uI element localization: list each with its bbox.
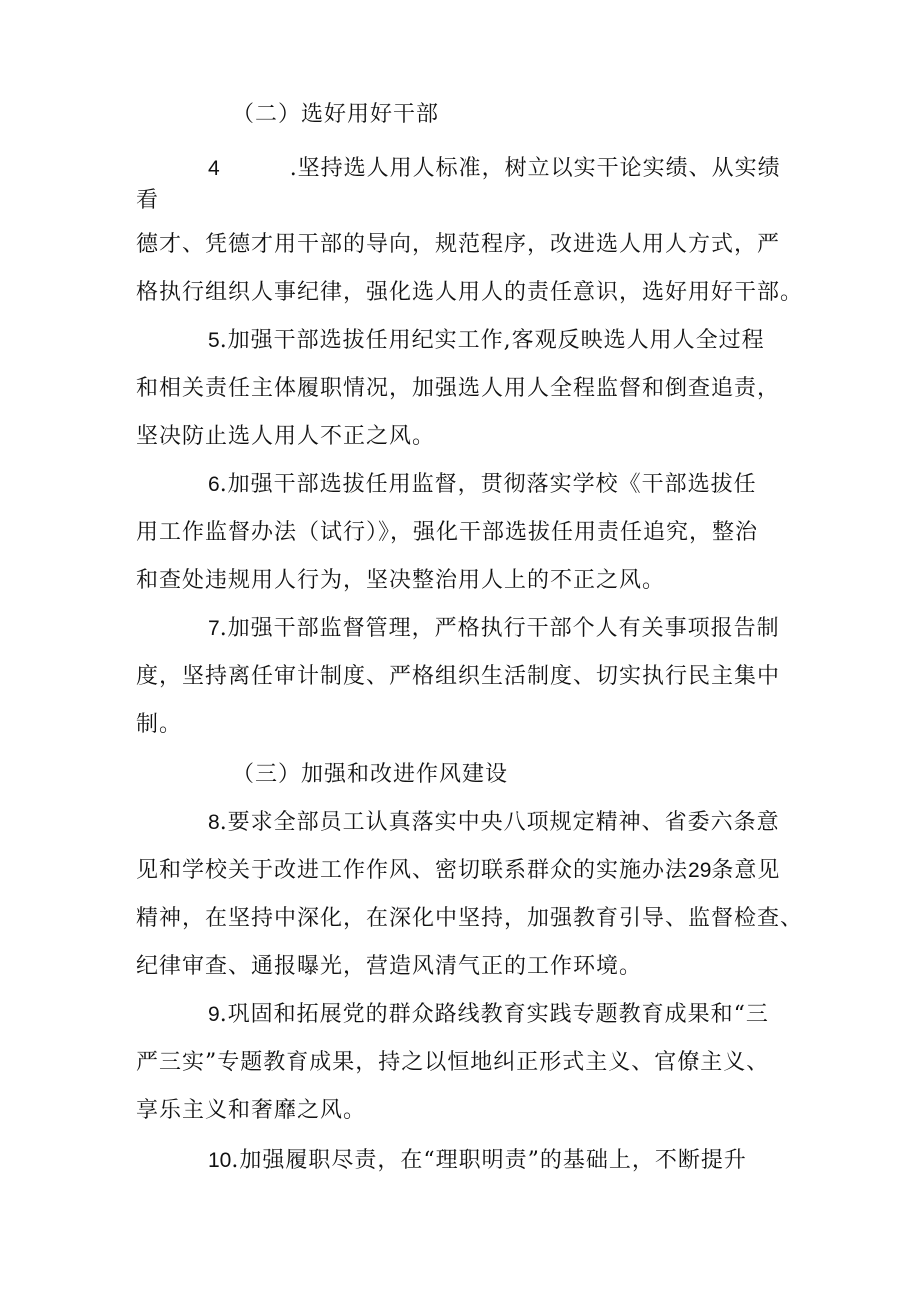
item-text: 制。 (136, 712, 183, 737)
item-9-line-3 (136, 1096, 796, 1126)
item-8-line-2 (136, 856, 796, 886)
item-text: .加强干部选拔任用监督，贯彻落实学校《干部选拔任 (219, 472, 757, 497)
item-8-line-3 (136, 904, 804, 934)
item-4-line-2 (136, 230, 796, 260)
item-8-line-4 (136, 952, 796, 982)
section-heading-3 (232, 760, 892, 790)
item-text: 用工作监督办法（试行）》，强化干部选拔任用责任追究，整治 (136, 520, 759, 545)
item-4-line-1 (208, 154, 868, 184)
item-7-line-1 (208, 614, 868, 644)
item-number: 4 (208, 157, 220, 180)
item-4-line-3 (136, 278, 804, 308)
item-text: .坚持选人用人标准，树立以实干论实绩、从实绩 (289, 156, 781, 181)
item-text: 条意见 (711, 858, 781, 883)
item-text: 度，坚持离任审计制度、严格组织生活制度、切实执行民主集中 (136, 664, 781, 689)
inline-number: 29 (688, 859, 712, 882)
item-text: 享乐主义和奢靡之风。 (136, 1098, 367, 1123)
item-9-line-2 (136, 1048, 796, 1078)
item-number: 5 (208, 329, 220, 352)
item-text: 德才、凭德才用干部的导向，规范程序，改进选人用人方式，严 (136, 232, 781, 257)
item-text: .加强履职尽责，在“理职明责”的基础上，不断提升 (231, 1148, 747, 1173)
section-heading-text: （二）选好用好干部 (232, 102, 440, 127)
item-text: .巩固和拓展党的群众路线教育实践专题教育成果和“三 (219, 1002, 769, 1027)
item-9-line-1 (208, 1000, 868, 1030)
item-5-line-3 (136, 422, 796, 452)
item-4-line-1b (136, 186, 796, 216)
item-number: 6 (208, 473, 220, 496)
item-text: 和查处违规用人行为，坚决整治用人上的不正之风。 (136, 568, 666, 593)
item-number: 8 (208, 811, 220, 834)
item-10-line-1 (208, 1146, 868, 1176)
item-8-line-1 (208, 808, 868, 838)
item-text: 坚决防止选人用人不正之风。 (136, 424, 436, 449)
item-number: 7 (208, 617, 220, 640)
item-text: 格执行组织人事纪律，强化选人用人的责任意识，选好用好干部。 (136, 280, 804, 305)
item-6-line-2 (136, 518, 796, 548)
item-text: 纪律审查、通报曝光，营造风清气正的工作环境。 (136, 954, 643, 979)
item-text: .要求全部员工认真落实中央八项规定精神、省委六条意 (219, 810, 780, 835)
item-text: 严三实”专题教育成果，持之以恒地纠正形式主义、官僚主义、 (136, 1050, 770, 1075)
item-text: .加强干部选拔任用纪实工作,客观反映选人用人全过程 (219, 328, 765, 353)
section-heading-2 (232, 100, 892, 130)
item-number: 9 (208, 1003, 220, 1026)
item-text: 和相关责任主体履职情况，加强选人用人全程监督和倒查追责， (136, 376, 781, 401)
item-text: 精神，在坚持中深化，在深化中坚持，加强教育引导、监督检查、 (136, 906, 804, 931)
item-text: 见和学校关于改进工作作风、密切联系群众的实施办法 (136, 858, 689, 883)
item-6-line-3 (136, 566, 796, 596)
item-7-line-2 (136, 662, 796, 692)
item-number: 10 (208, 1149, 232, 1172)
item-5-line-1 (208, 326, 868, 356)
item-6-line-1 (208, 470, 868, 500)
item-5-line-2 (136, 374, 796, 404)
item-text: 看 (136, 188, 160, 213)
item-text: .加强干部监督管理，严格执行干部个人有关事项报告制 (219, 616, 780, 641)
section-heading-text: （三）加强和改进作风建设 (232, 762, 509, 787)
item-7-line-3 (136, 710, 796, 740)
